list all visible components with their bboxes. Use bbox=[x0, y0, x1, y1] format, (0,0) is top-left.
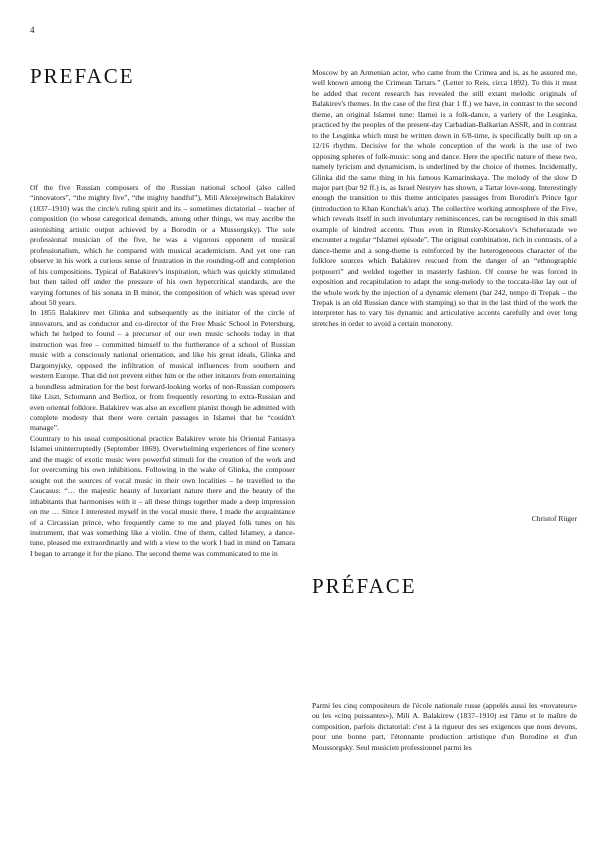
english-preface-text-left bbox=[30, 183, 295, 833]
preface-heading-french: PRÉFACE bbox=[312, 574, 417, 598]
preface-heading-english: PREFACE bbox=[30, 64, 135, 88]
paragraph: Countrary to his usual compositional practice Balakirev wrote his Oriental Fantasya Islamei uninterruptedly (September 1869). Overwhelming experiences of fine scenery and the magic of exotic music were powerful stimuli for the creation of the work and for overcoming his own inhibitions. Following in the wake of Glinka, the composer sought out the sources of vocal music in their own localities – he travelled to the Caucasus: “… the majestic beauty of luxuriant nature there and the beauty of the inhabitants that harmonises with it – all these things together made a deep impression on me … Since I interested myself in the vocal music there, I made the acquaintance of a Circassian prince, who frequently came to me and played folk tunes on his instrument, that was something like a violin. One of them, called Islamey, a dance-tune, pleased me extraordinarily and with a view to the work I had in mind on Tamara I began to arrange it for the piano. The second theme was communicated to me in bbox=[30, 433, 295, 558]
paragraph: Moscow by an Armenian actor, who came from the Crimea and is, as he assured me, well known among the Crimean Tartars.” (Letter to Reis, circa 1892). To this it must be added that recent research has revealed the still extant melodic originals of Balakirev's themes. In the case of the first (bar 1 ff.) we have, in contrast to the second theme, an original Islamei tune: Ilamei is a folk-dance, a variety of the Lesginka, practiced by the peoples of the present-day Carbadian-Balkarian ASSR, and in contrast to the Lesginka which must be written down in 6/8-time, is specifically built up on a 12/16 rhythm. Decisive for the whole conception of the work is the use of two opposing spheres of folk-music: song and dance. Here the specific nature of these two, namely lyricism and dynamicism, is underlined by the choice of themes. Incidentally, Glinka did the same thing in his famous Kamarinskaya. The melody of the slow D major part (bar 92 ff.) is, as Israel Nestyev has shown, a Tartar love-song. Interestingly enough the transition to this theme anticipates passages from Borodin's Prince Igor (introduction to Khan Konchak's aria). The collective working atmosphere of the Five, which reveals itself in such involuntary reminiscences, can be recognised in this small example of kindred accents. Thus even in Rimsky-Korsakov's Scheherazade we encounter a regular “Islamei episode”. The original combination, rich in contrasts, of a dance-theme and a song-theme is reinforced by the heterogeneous character of the folklore sources which Balakirev rescued from the danger of an “ethnographic potpourri” and welded together in masterly fashion. Of course he was forced in exposition and recapitulation to adapt the song-melody to the toccata-like lay out of the whole work by the injection of a dynamic element (bar 242, tempo di Trepak – the Trepak is an old Russian dance with stamping) so that in the last third of the work the interpreter has to vary his dynamic and articulative accents carefully and over long stretches in order to avoid a certain monotony. bbox=[312, 68, 577, 328]
paragraph: Parmi les cinq compositeurs de l'école nationale russe (appelés aussi les «novateurs» ou les «cinq puissantes»), Mili A. Balakirew (1837–1910) est l'âme et le maître de composition, parfois dictatorial: c'est à la rigueur des ses exigences que nous devons, pour une bonne part, l'étonnante production artistique d'un Borodine et d'un Moussorgsky. Seul musicien professionnel parmi les bbox=[312, 701, 577, 752]
french-preface-text bbox=[312, 701, 577, 831]
page-number: 4 bbox=[30, 25, 35, 35]
author-signature: Christof Rüger bbox=[531, 514, 577, 523]
paragraph: Of the five Russian composers of the Russian national school (also called “innovators”, “the mighty five”, “the mighty handful”), Mili Alexejewitsch Balakirev (1837–1910) was the circle's ruling spirit and its – sometimes dictatorial – teacher of composition (to whose categorical demands, among other things, we may ascribe the astonishing artistic output achieved by a Borodin or a Mussorgsky). The sole professional musician of the five, he was a vigorous opponent of musical professionalism, which he compared with musical academicism. And yet one can observe in his work a curious sense of frustration in the rounding-off and completion of his compositions. Typical of Balakirev's inspiration, which was quickly stimulated but then tailed off under the pressure of his own hypercritical standards, are the varying fortunes of his sonata in B minor, the composition of which was spread over about 50 years. bbox=[30, 183, 295, 307]
paragraph: In 1855 Balakirev met Glinka and subsequently as the initiator of the circle of innovators, and as conductor and co-director of the Free Music School in Petersburg, which he helped to found – a precursor of our own music schools today in that instruction was free – committed himself to the furtherance of a school of Russian music with a consciously national orientation, and like his great ideals, Glinka and Dargomyjsky, opposed the infiltration of musical influences from southern and western Europe. That did not prevent either him or the other initators from entertaining a boundless admiration for the best forward-looking works of non-Russian composers like Liszt, Schumann and Berlioz, or from frequently resorting to extra-Russian and even oriental folklore. Balakirev was also an excellent pianist though he admitted with complete modesty that there were certain passages in Islamei that he “couldn't manage”. bbox=[30, 308, 295, 433]
english-preface-text-right bbox=[312, 68, 577, 508]
